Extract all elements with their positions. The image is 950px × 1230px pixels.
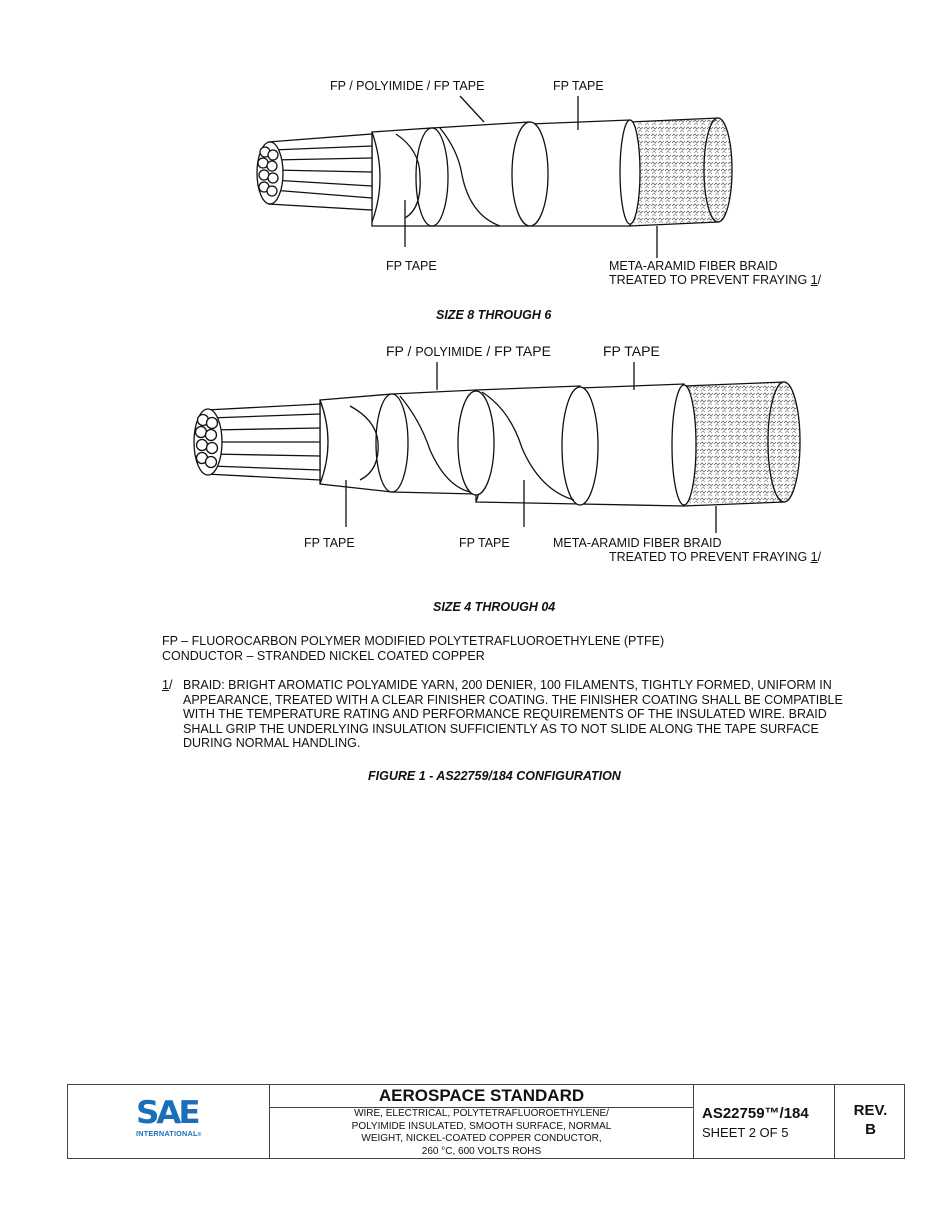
inner-fp-tape-top (372, 128, 448, 226)
title-block (67, 1084, 905, 1159)
figure-caption: FIGURE 1 - AS22759/184 CONFIGURATION (368, 769, 621, 783)
braid-layer-bottom (684, 382, 800, 506)
sheet-number: SHEET 2 OF 5 (702, 1125, 789, 1140)
sae-logo: SAE INTERNATIONAL® (136, 1095, 202, 1138)
braid-layer-top (630, 118, 732, 226)
note-line: DURING NORMAL HANDLING. (183, 736, 361, 750)
conductor-top (257, 134, 372, 210)
label-braid: META-ARAMID FIBER BRAID (609, 259, 778, 273)
cable-size-4-04 (194, 362, 800, 533)
conductor-bottom (194, 404, 320, 480)
label-fp-tape: FP TAPE (304, 536, 355, 550)
inner-fp-tape-bottom (320, 394, 408, 492)
note-marker: 1/ (162, 678, 173, 692)
note-line: BRAID: BRIGHT AROMATIC POLYAMIDE YARN, 200 DENIER, 100 FILAMENTS, TIGHTLY FORMED, UNIFORM IN (183, 678, 832, 692)
label-braid-treatment: TREATED TO PREVENT FRAYING 1/ (609, 550, 822, 564)
revision: REV. B (853, 1102, 888, 1138)
revision-cell (835, 1085, 906, 1158)
label-fp-tape: FP TAPE (603, 343, 660, 359)
label-braid-treatment: TREATED TO PREVENT FRAYING 1/ (609, 273, 822, 287)
caption-size-8-6: SIZE 8 THROUGH 6 (436, 308, 552, 322)
label-fp-polyimide-fp-tape: FP / POLYIMIDE / FP TAPE (330, 79, 485, 93)
note-line: WITH THE TEMPERATURE RATING AND PERFORMANCE REQUIREMENTS OF THE INSULATED WIRE. BRAID (183, 707, 827, 721)
logo-cell (68, 1085, 270, 1158)
note-line: SHALL GRIP THE UNDERLYING INSULATION SUFFICIENTLY AS TO NOT SLIDE ALONG THE TAPE SURFACE (183, 721, 819, 736)
label-braid: META-ARAMID FIBER BRAID (553, 536, 722, 550)
label-fp-tape: FP TAPE (553, 79, 604, 93)
polyimide-tape-top (432, 122, 548, 226)
cable-size-8-6 (257, 96, 732, 258)
document-number: AS22759™/184 (702, 1105, 809, 1122)
document-number-cell (694, 1085, 835, 1158)
document-type: AEROSPACE STANDARD (270, 1085, 693, 1108)
document-description: WIRE, ELECTRICAL, POLYTETRAFLUOROETHYLENE/ POLYIMIDE INSULATED, SMOOTH SURFACE, NORMAL WEIGHT, NICKEL-COATED COPPER CONDUCTOR, 260 °C, 600 VOLTS ROHS (351, 1108, 612, 1157)
label-fp-tape: FP TAPE (386, 259, 437, 273)
note-reference: 1 (810, 550, 818, 564)
definition-fp: FP – FLUOROCARBON POLYMER MODIFIED POLYTETRAFLUOROETHYLENE (PTFE) (162, 634, 665, 648)
title-cell (270, 1085, 694, 1158)
label-fp-tape: FP TAPE (459, 536, 510, 550)
note-reference: 1 (810, 273, 818, 287)
note-line: APPEARANCE, TREATED WITH A CLEAR FINISHER COATING. THE FINISHER COATING SHALL BE COMPATIBLE (183, 692, 843, 707)
definition-conductor: CONDUCTOR – STRANDED NICKEL COATED COPPER (162, 649, 485, 663)
label-fp-polyimide-fp-tape: FP / POLYIMIDE / FP TAPE (386, 343, 551, 359)
caption-size-4-04: SIZE 4 THROUGH 04 (433, 600, 556, 614)
